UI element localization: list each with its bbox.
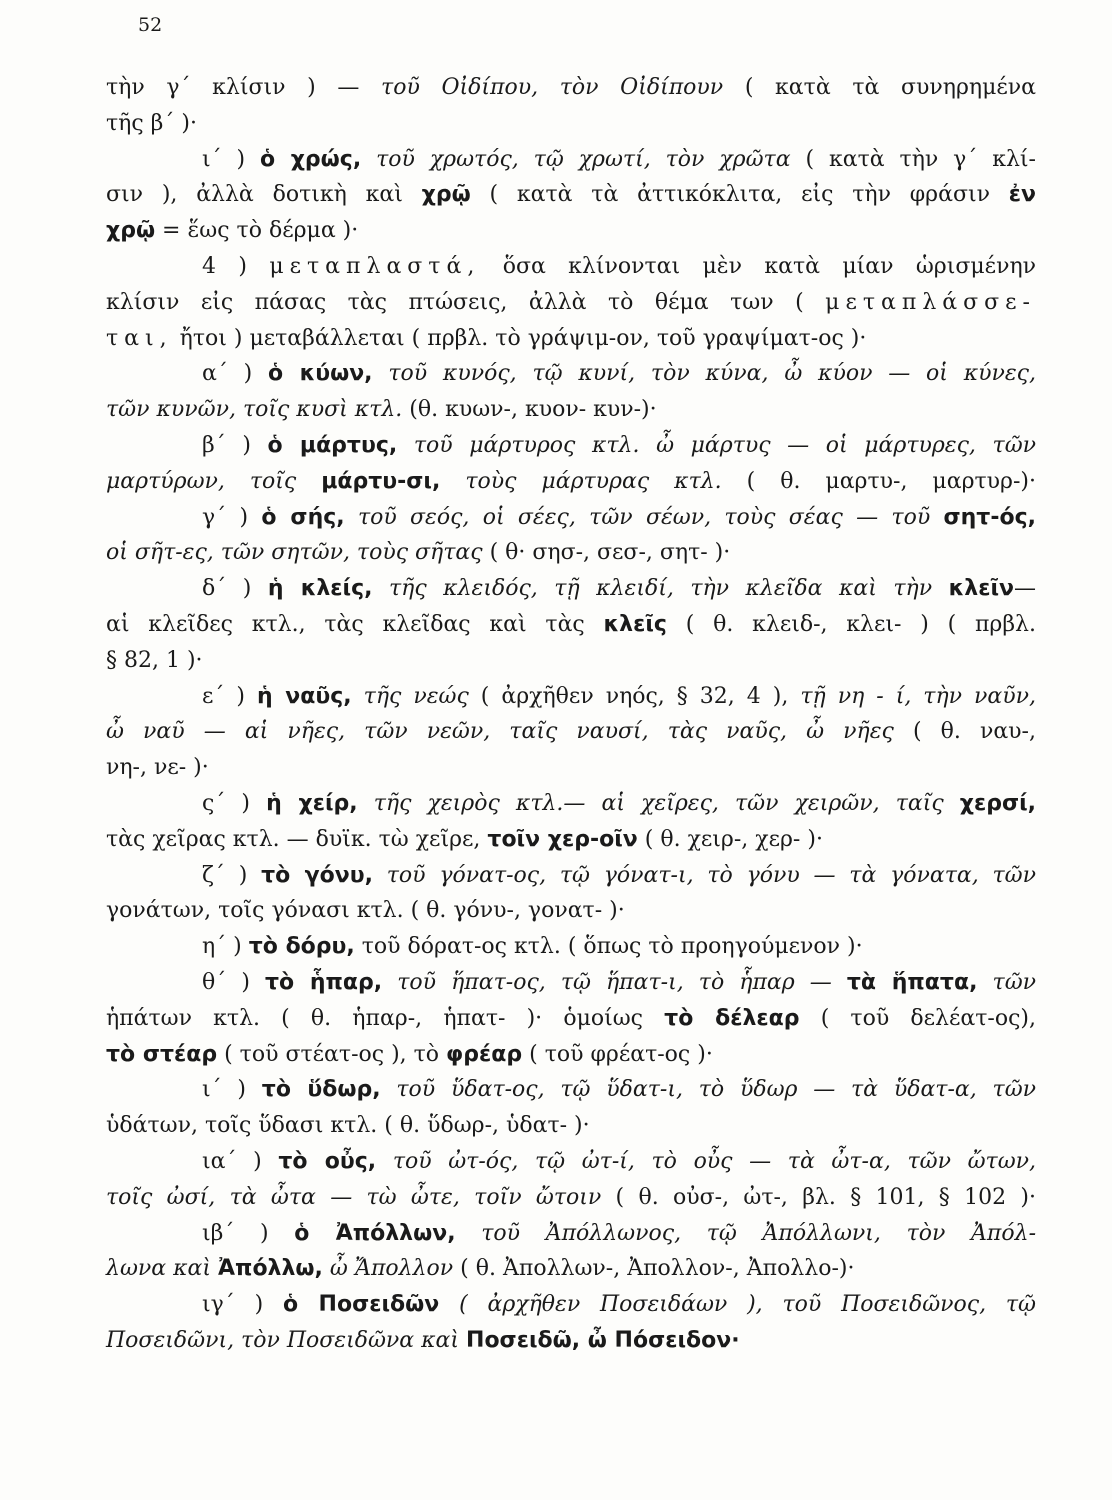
text-line: [106, 965, 1036, 1001]
text-line: [106, 535, 1036, 571]
text-run: [361, 147, 376, 172]
text-run: ιγ΄ ): [202, 1292, 283, 1318]
text-run: γ΄ ): [202, 504, 262, 530]
text-run: § 82, 1 )·: [106, 647, 203, 673]
text-line: [106, 679, 1036, 715]
text-run: τοῦ μάρτυρος κτλ. ὦ μάρτυς — οἱ μάρτυρες, τῶν: [413, 432, 1037, 458]
text-run: [932, 576, 949, 601]
text-run: [397, 433, 414, 458]
text-run: Ποσειδῶνι, τὸν Ποσειδῶνα καὶ: [106, 1327, 460, 1353]
text-run: [323, 1256, 330, 1281]
text-run: ( θ. μαρτυ-, μαρτυρ-)·: [721, 468, 1037, 494]
text-run: [459, 1328, 466, 1353]
text-run: —: [1014, 576, 1036, 602]
text-run: [381, 1077, 397, 1102]
text-run: [930, 505, 943, 530]
text-run: [358, 791, 374, 816]
text-run: [376, 1149, 393, 1174]
text-line: [106, 1323, 1036, 1359]
text-run: [296, 469, 321, 494]
text-run: [832, 970, 847, 995]
text-run: τοῖν χερ-οῖν: [487, 826, 638, 852]
text-run: τὰς χεῖρας κτλ. — δυϊκ. τὼ χεῖρε,: [106, 826, 488, 852]
page-number: 52: [138, 14, 163, 36]
text-run: τῆς νεώς: [363, 683, 469, 709]
text-run: χρῷ: [421, 182, 471, 208]
text-run: ιβ΄ ): [202, 1220, 295, 1246]
text-run: οἱ σῆτ-ες, τῶν σητῶν, τοὺς σῆτας: [106, 540, 483, 566]
text-run: κλεῖς: [603, 611, 667, 637]
text-run: ( κατὰ τὰ συνηρημένα: [723, 75, 1036, 100]
text-run: [439, 1292, 459, 1317]
text-line: [106, 106, 1036, 142]
text-run: [382, 970, 397, 995]
text-run: ( θ. χειρ-, χερ- )·: [637, 826, 823, 852]
text-run: ὁ Ποσειδῶν: [282, 1292, 440, 1318]
text-run: ε΄ ): [202, 683, 257, 709]
text-run: φρέαρ: [446, 1041, 523, 1067]
text-run: ὁ Ἀπόλλων,: [294, 1220, 456, 1246]
text-run: τοῦ Ἀπόλλωνος, τῷ Ἀπόλλωνι, τὸν Ἀπόλ-: [481, 1220, 1037, 1246]
text-run: ( ἀρχῆθεν Ποσειδάων ), τοῦ Ποσειδῶνος, τῷ: [459, 1292, 1036, 1318]
text-run: [372, 576, 389, 601]
text-run: τοὺς μάρτυρας κτλ.: [465, 468, 722, 494]
text-run: τοῦ ἥπατ-ος, τῷ ἥπατ-ι, τὸ ἧπαρ —: [397, 969, 832, 995]
text-run: τὸ γόνυ,: [261, 862, 373, 888]
text-run: τοῦ σεός, οἱ σέες, τῶν σέων, τοὺς σέας — τοῦ: [357, 504, 931, 530]
text-run: τῆς κλειδός, τῇ κλειδί, τὴν κλεῖδα καὶ τὴν: [388, 576, 933, 602]
text-run: ( θ. κλειδ-, κλει- ) ( πρβλ.: [666, 611, 1036, 637]
text-run: α΄ ): [202, 361, 269, 387]
text-run: ( κατὰ τὴν γ΄ κλί-: [790, 146, 1036, 172]
text-run: ( τοῦ στέατ-ος ), τὸ: [217, 1041, 447, 1067]
text-line: [106, 643, 1036, 679]
text-run: ἡ ναῦς,: [256, 683, 352, 709]
text-run: [456, 1221, 482, 1246]
text-run: τοῦ δόρατ-ος κτλ. ( ὅπως τὸ προηγούμενον )·: [354, 934, 863, 960]
text-run: μαρτύρων, τοῖς: [106, 468, 297, 494]
text-run: [345, 505, 358, 530]
text-run: μεταπλαστά,: [269, 253, 481, 279]
text-line: [106, 750, 1036, 786]
page-text: [106, 70, 1036, 1359]
text-line: [106, 1108, 1036, 1144]
text-line: [106, 356, 1036, 392]
text-run: τὸ οὖς,: [278, 1148, 377, 1174]
text-line: [106, 714, 1036, 750]
text-run: τῆς χειρὸς κτλ.— αἱ χεῖρες, τῶν χειρῶν, ταῖς: [373, 790, 944, 816]
text-run: ι΄ ): [202, 146, 261, 172]
text-run: τὸ δόρυ,: [248, 934, 355, 960]
text-run: [352, 684, 364, 709]
text-run: ( τοῦ δελέατ-ος),: [799, 1005, 1036, 1031]
text-run: ( θ. οὐσ-, ὠτ-, βλ. § 101, § 102 )·: [601, 1184, 1036, 1210]
text-line: [106, 1072, 1036, 1108]
text-run: τοῦ κυνός, τῷ κυνί, τὸν κύνα, ὦ κύον — οἱ κύνες,: [388, 361, 1036, 387]
text-line: [106, 500, 1036, 536]
text-line: [106, 249, 1036, 285]
text-run: τὸ δέλεαρ: [664, 1005, 800, 1031]
text-line: [106, 929, 1036, 965]
text-line: [106, 142, 1036, 178]
text-line: [106, 607, 1036, 643]
text-line: [106, 822, 1036, 858]
text-run: ( θ. Ἀπολλων-, Ἀπολλον-, Ἀπολλο-)·: [453, 1256, 855, 1282]
text-run: ( θ. ναυ-,: [893, 719, 1036, 745]
text-run: β΄ ): [202, 432, 268, 458]
text-run: ὁ σής,: [261, 504, 345, 530]
text-run: [440, 469, 465, 494]
text-run: ἡ χείρ,: [266, 790, 358, 816]
text-run: δ΄ ): [202, 576, 268, 602]
text-run: ἡ κλείς,: [267, 576, 373, 602]
text-run: τοῖς ὠσί, τὰ ὦτα — τὼ ὦτε, τοῖν ὤτοιν: [106, 1184, 602, 1210]
text-run: [977, 970, 992, 995]
text-line: [106, 464, 1036, 500]
text-run: τὸ στέαρ: [106, 1041, 218, 1067]
text-run: τοῦ ὕδατ-ος, τῷ ὕδατ-ι, τὸ ὕδωρ — τὰ ὕδατ-α, τῶν: [396, 1077, 1037, 1103]
text-line: [106, 571, 1036, 607]
text-line: [106, 1180, 1036, 1216]
text-run: κλίσιν εἰς πάσας τὰς πτώσεις, ἀλλὰ τὸ θέμα των (: [106, 289, 826, 315]
text-run: κλεῖν: [948, 576, 1014, 602]
text-run: = ἕως τὸ δέρμα )·: [155, 218, 359, 244]
text-run: ὑδάτων, τοῖς ὕδασι κτλ. ( θ. ὕδωρ-, ὑδατ- )·: [106, 1113, 590, 1139]
text-line: [106, 321, 1036, 357]
text-run: τὴν γ΄ κλίσιν ) —: [106, 75, 382, 100]
text-run: τοῦ ὠτ-ός, τῷ ὠτ-ί, τὸ οὖς — τὰ ὦτ-α, τῶν ὤτων,: [392, 1148, 1036, 1174]
text-run: ὁ κύων,: [268, 361, 373, 387]
text-run: Ποσειδῶ, ὦ Πόσειδον·: [466, 1327, 740, 1353]
text-run: ὦ ναῦ — αἱ νῆες, τῶν νεῶν, ταῖς ναυσί, τὰς ναῦς, ὦ νῆες: [106, 719, 894, 745]
text-run: η΄ ): [202, 934, 249, 960]
text-line: [106, 392, 1036, 428]
text-run: ἤτοι ) μεταβάλλεται ( πρβλ. τὸ γράψιμ-ον, τοῦ γραψίματ-ος )·: [172, 325, 867, 351]
text-run: ὁ χρώς,: [260, 146, 362, 172]
text-run: θ΄ ): [202, 969, 265, 995]
text-line: [106, 1251, 1036, 1287]
text-run: τῆς β΄ )·: [106, 110, 197, 136]
text-line: [106, 177, 1036, 213]
text-run: μεταπλάσσε-: [825, 289, 1036, 315]
text-run: τὸ ὕδωρ,: [261, 1077, 381, 1103]
text-run: νη-, νε- )·: [106, 755, 209, 781]
text-run: λωνα καὶ: [106, 1256, 212, 1282]
text-run: τὸ ἧπαρ,: [264, 969, 383, 995]
text-run: τῶν κυνῶν, τοῖς κυσὶ κτλ.: [106, 397, 403, 423]
text-run: ( κατὰ τὰ ἀττικόκλιτα, εἰς τὴν φράσιν: [470, 182, 1009, 208]
text-run: χερσί,: [959, 790, 1037, 816]
text-run: ὅσα κλίνονται μὲν κατὰ μίαν ὡρισμένην: [480, 253, 1036, 279]
text-run: ι΄ ): [202, 1077, 262, 1103]
text-line: [106, 1287, 1036, 1323]
text-line: [106, 1144, 1036, 1180]
text-run: ια΄ ): [202, 1148, 279, 1174]
text-run: ( ἀρχῆθεν νηός, § 32, 4 ),: [468, 683, 801, 709]
text-line: [106, 1037, 1036, 1073]
text-line: [106, 1216, 1036, 1252]
text-run: σιν ), ἀλλὰ δοτικὴ καὶ: [106, 182, 422, 208]
text-run: ( τοῦ φρέατ-ος )·: [522, 1041, 713, 1067]
text-run: ἐν: [1008, 182, 1037, 208]
text-line: [106, 285, 1036, 321]
text-run: 4 ): [202, 253, 270, 279]
text-line: [106, 858, 1036, 894]
text-run: [944, 791, 960, 816]
text-run: ὁ μάρτυς,: [267, 432, 398, 458]
text-run: ( θ· σησ-, σεσ-, σητ- )·: [482, 540, 731, 566]
text-run: [373, 863, 387, 888]
text-line: [106, 786, 1036, 822]
text-run: τοῦ Οἰδίπου, τὸν Οἰδίπουν: [381, 75, 724, 100]
text-line: [106, 893, 1036, 929]
text-run: μάρτυ-σι,: [321, 468, 441, 494]
text-run: αἱ κλεῖδες κτλ., τὰς κλεῖδας καὶ τὰς: [106, 611, 604, 637]
text-run: ζ΄ ): [202, 862, 262, 888]
text-run: Ἀπόλλω,: [218, 1256, 323, 1282]
text-run: τὰ ἥπατα,: [846, 969, 978, 995]
text-run: ς΄ ): [202, 790, 267, 816]
text-run: χρῷ: [106, 218, 156, 244]
text-line: [106, 428, 1036, 464]
text-run: ται,: [106, 325, 173, 351]
text-run: τῶν: [992, 969, 1037, 995]
text-run: (θ. κυων-, κυον- κυν-)·: [402, 397, 657, 423]
text-run: γονάτων, τοῖς γόνασι κτλ. ( θ. γόνυ-, γονατ- )·: [106, 898, 625, 924]
text-run: ὦ Ἄπολλον: [329, 1256, 454, 1282]
text-run: ἡπάτων κτλ. ( θ. ἡπαρ-, ἡπατ- )· ὁμοίως: [106, 1005, 665, 1031]
text-run: [211, 1256, 218, 1281]
text-run: τοῦ γόνατ-ος, τῷ γόνατ-ι, τὸ γόνυ — τὰ γόνατα, τῶν: [386, 862, 1036, 888]
text-line: [106, 70, 1036, 106]
text-run: [373, 361, 389, 386]
text-line: [106, 213, 1036, 249]
text-line: [106, 1001, 1036, 1037]
text-run: τῇ νη - ί, τὴν ναῦν,: [800, 683, 1037, 709]
text-run: σητ-ός,: [943, 504, 1036, 530]
text-run: τοῦ χρωτός, τῷ χρωτί, τὸν χρῶτα: [376, 146, 791, 172]
